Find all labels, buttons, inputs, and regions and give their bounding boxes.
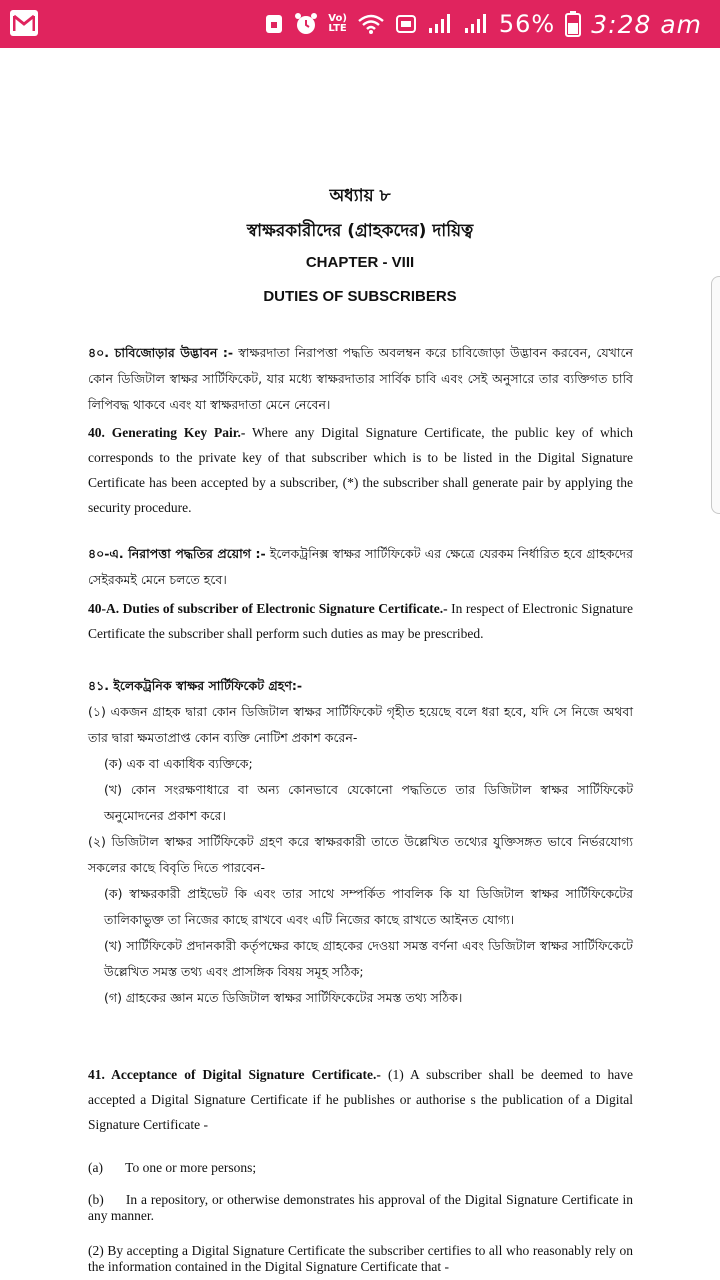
section-40-bn bbox=[88, 340, 633, 418]
section-41-bn-title: ৪১. ইলেকট্রনিক স্বাক্ষর সার্টিফিকেট গ্রহণ:- bbox=[88, 678, 303, 693]
section-40a-en bbox=[88, 596, 633, 646]
section-41-en-clause-2: (2) By accepting a Digital Signature Certificate the subscriber certifies to all who reasonably rely on the information contained in the Digital Signature Certificate that - bbox=[88, 1243, 633, 1274]
item-a-text: To one or more persons; bbox=[125, 1160, 257, 1175]
item-b-tag: (b) bbox=[88, 1192, 104, 1207]
section-40-en-text: Where any Digital Signature Certificate, the public key of which corresponds to the private key of that subscriber which is to be listed in the Digital Signature Certificate has been accepted by a subscriber, (*) the subscriber shall generate pair by applying the security procedure. bbox=[88, 425, 633, 515]
section-41-bn-clause-2k: (ক) স্বাক্ষরকারী প্রাইভেট কি এবং তার সাথে সম্পর্কিত পাবলিক কি যা ডিজিটাল স্বাক্ষর সার্টিফিকেটের তালিকাভুক্ত তা নিজের কাছে রাখবে এবং এটি নিজের কাছে রাখতে আইনত যোগ্য। bbox=[104, 886, 633, 927]
section-41-bn bbox=[88, 673, 633, 1011]
section-40a-bn-title: ৪০-এ. নিরাপত্তা পদ্ধতির প্রয়োগ :- bbox=[88, 546, 266, 561]
section-41-bn-clause-1: (১) একজন গ্রাহক দ্বারা কোন ডিজিটাল স্বাক্ষর সার্টিফিকেট গৃহীত হয়েছে বলে ধরা হবে, যদি সে নিজে অথবা তার দ্বারা ক্ষমতাপ্রাপ্ত কোন ব্যক্তি নোটিশ প্রকাশ করেন- bbox=[88, 704, 633, 745]
section-40a-bn-text: ইলেকট্রনিক্স স্বাক্ষর সার্টিফিকেট এর ক্ষেত্রে যেরকম নির্ধারিত হবে গ্রাহকদের সেইরকমই মেনে চলতে হবে। bbox=[88, 546, 633, 587]
battery-percent: 56% bbox=[498, 10, 556, 38]
section-41-en-item-a bbox=[88, 1160, 633, 1176]
section-40-en bbox=[88, 420, 633, 520]
section-41-bn-clause-2: (২) ডিজিটাল স্বাক্ষর সার্টিফিকেট গ্রহণ করে স্বাক্ষরকারী তাতে উল্লেখিত তথ্যের যুক্তিসঙ্গত ভাবে নির্ভরযোগ্য সকলের কাছে বিবৃতি দিতে পারবেন- bbox=[88, 834, 633, 875]
section-41-bn-clause-1k: (ক) এক বা একাধিক ব্যক্তিকে; bbox=[104, 756, 253, 771]
section-40-en-title: 40. Generating Key Pair.- bbox=[88, 425, 246, 440]
section-41-bn-clause-2g: (গ) গ্রাহকের জ্ঞান মতে ডিজিটাল স্বাক্ষর সার্টিফিকেটের সমস্ত তথ্য সঠিক। bbox=[104, 990, 463, 1005]
section-41-en-text: (1) A subscriber shall be deemed to have accepted a Digital Signature Certificate if he publishes or authorise s the publication of a Digital Signature Certificate - bbox=[88, 1067, 634, 1132]
chapter-title-en: CHAPTER - VIII bbox=[305, 254, 415, 271]
gmail-notification-icon bbox=[10, 10, 38, 36]
clock-time: 3:28 am bbox=[591, 9, 702, 39]
signal-strength-sim1-icon bbox=[427, 13, 453, 35]
battery-icon bbox=[565, 11, 581, 37]
volte-lte-indicator: Vo) LTE bbox=[328, 13, 347, 34]
item-b-text: In a repository, or otherwise demonstrates his approval of the Digital Signature Certificate in any manner. bbox=[88, 1192, 634, 1223]
security-shield-icon bbox=[264, 13, 284, 35]
section-40a-bn bbox=[88, 541, 633, 593]
item-a-tag: (a) bbox=[88, 1160, 103, 1175]
section-41-bn-clause-2kh: (খ) সার্টিফিকেট প্রদানকারী কর্তৃপক্ষের কাছে গ্রাহকের দেওয়া সমস্ত বর্ণনা এবং ডিজিটাল স্বাক্ষর সার্টিফিকেটে উল্লেখিত সমস্ত তথ্য এবং প্রাসঙ্গিক বিষয় সমূহ সঠিক; bbox=[104, 938, 633, 979]
scroll-handle[interactable] bbox=[711, 276, 720, 514]
section-41-en-title: 41. Acceptance of Digital Signature Certificate.- bbox=[88, 1067, 381, 1082]
wifi-icon bbox=[357, 13, 385, 35]
section-40-bn-title: ৪০. চাবিজোড়ার উদ্ভাবন :- bbox=[88, 345, 234, 360]
section-40a-en-title: 40-A. Duties of subscriber of Electronic Signature Certificate.- bbox=[88, 601, 448, 616]
chapter-title-bn: অধ্যায় ৮ bbox=[329, 186, 391, 206]
section-41-bn-clause-1kh: (খ) কোন সংরক্ষণাধারে বা অন্য কোনভাবে যেকোনো পদ্ধতিতে তার ডিজিটাল স্বাক্ষর সার্টিফিকেট অনুমোদনের প্রকাশ করে। bbox=[104, 782, 633, 823]
alarm-clock-icon bbox=[294, 12, 318, 36]
chapter-subtitle-en: DUTIES OF SUBSCRIBERS bbox=[263, 288, 457, 305]
section-40-bn-text: স্বাক্ষরদাতা নিরাপত্তা পদ্ধতি অবলম্বন করে চাবিজোড়া উদ্ভাবন করবেন, যেখানে কোন ডিজিটাল স্বাক্ষর সার্টিফিকেট, যার মধ্যে স্বাক্ষরদাতার সার্বিক চাবি এবং সেই অনুসারে তার ব্যক্তিগত চাবি লিপিবদ্ধ থাকবে এবং যা স্বাক্ষরদাতা মেনে নেবেন। bbox=[88, 345, 633, 412]
status-bar bbox=[0, 0, 720, 48]
section-40a-en-text: In respect of Electronic Signature Certificate the subscriber shall perform such duties as may be prescribed. bbox=[88, 601, 634, 641]
signal-strength-sim2-icon bbox=[463, 13, 489, 35]
section-41-en-item-b bbox=[88, 1192, 633, 1224]
document-page[interactable] bbox=[0, 48, 720, 1280]
hd-call-icon bbox=[395, 13, 417, 35]
section-41-en bbox=[88, 1062, 633, 1137]
chapter-subtitle-bn: স্বাক্ষরকারীদের (গ্রাহকদের) দায়িত্ব bbox=[246, 221, 474, 241]
